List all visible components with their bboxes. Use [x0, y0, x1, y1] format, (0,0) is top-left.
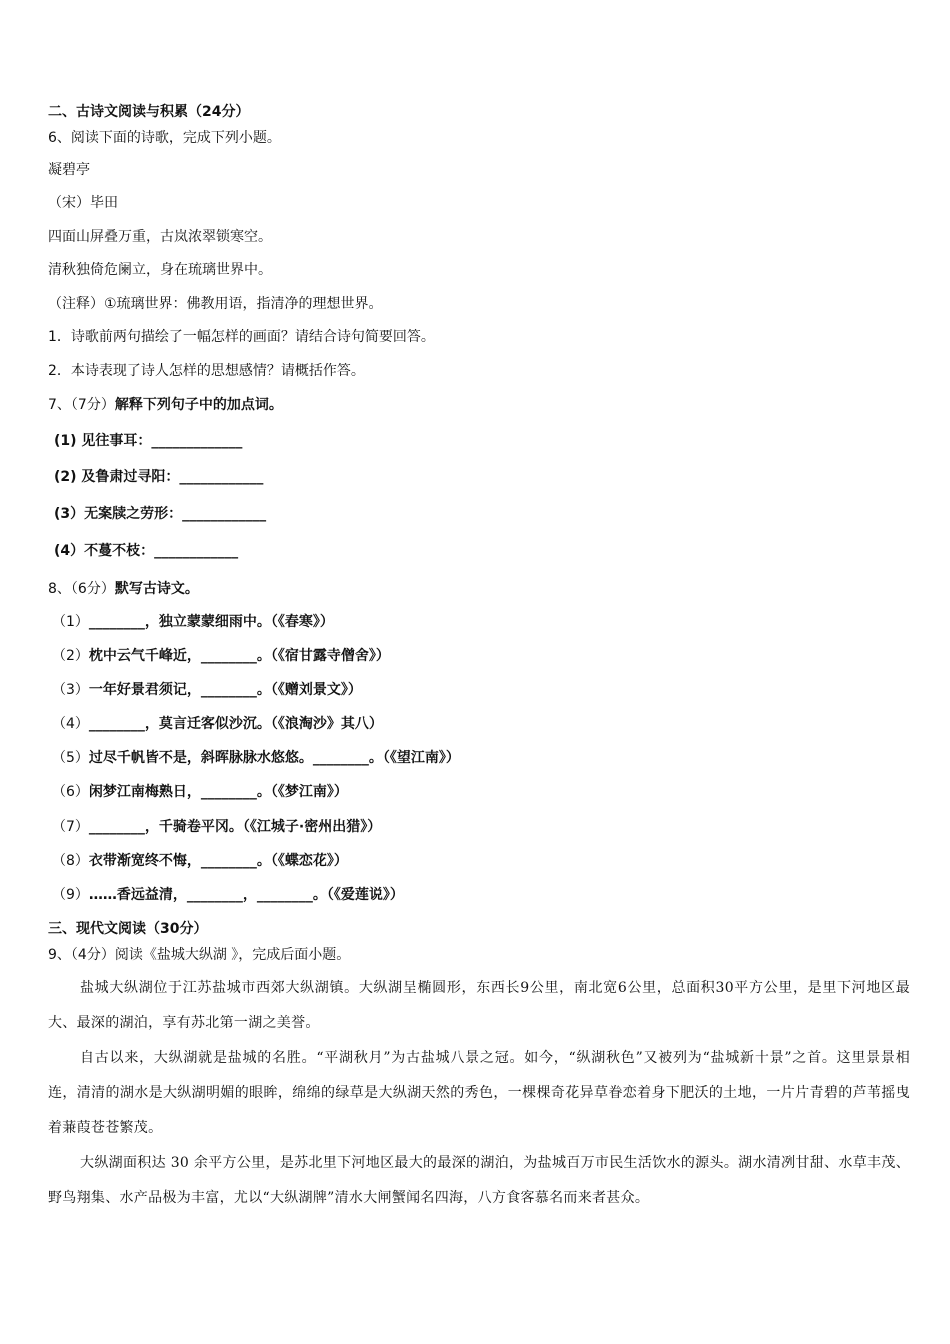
q8-item-text: 一年好景君须记，________。（《赠刘景文》）	[88, 682, 362, 698]
q8-item	[52, 612, 334, 632]
poem-author: （宋）毕田	[48, 195, 118, 211]
q8-item-text: 枕中云气千峰近，________。（《宿甘露寺僧舍》）	[88, 648, 390, 664]
q7-item: (2) 及鲁肃过寻阳：____________	[54, 469, 264, 485]
q8-item	[52, 885, 404, 905]
q8-prefix: 8、（6分）	[48, 581, 115, 597]
q8-item-text: ________，千骑卷平冈。（《江城子·密州出猎》）	[88, 819, 382, 835]
article-paragraph: 盐城大纵湖位于江苏盐城市西郊大纵湖镇。大纵湖呈椭圆形，东西长9公里，南北宽6公里，总面积30平方公里，是里下河地区最大、最深的湖泊，享有苏北第一湖之美誉。	[48, 980, 910, 1031]
q7-heading	[48, 395, 283, 415]
section-3-heading: 三、现代文阅读（30分）	[48, 921, 208, 937]
poem-title: 凝碧亭	[48, 162, 90, 178]
q8-item	[52, 851, 348, 871]
q8-heading	[48, 579, 199, 599]
q6-sub-question-1: 1．诗歌前两句描绘了一幅怎样的画面？请结合诗句简要回答。	[48, 329, 435, 345]
poem-line-1: 四面山屏叠万重，古岚浓翠锁寒空。	[48, 229, 272, 245]
q8-item	[52, 817, 381, 837]
q8-item-text: ________，莫言迁客似沙沉。（《浪淘沙》其八）	[88, 716, 383, 732]
q8-item-number: （5）	[52, 750, 89, 766]
q9-prompt: 9、（4分）阅读《盐城大纵湖 》，完成后面小题。	[48, 947, 351, 963]
q8-item-number: （3）	[52, 682, 89, 698]
q7-prefix: 7、（7分）	[48, 397, 115, 413]
q8-item-text: 衣带渐宽终不悔，________。（《蝶恋花》）	[88, 853, 348, 869]
article-paragraph: 大纵湖面积达 30 余平方公里，是苏北里下河地区最大的最深的湖泊，为盐城百万市民生活饮水的源头。湖水清冽甘甜、水草丰茂、野鸟翔集、水产品极为丰富，尤以“大纵湖牌”清水大闸蟹闻名四海，八方食客慕名而来者甚众。	[48, 1155, 910, 1206]
q8-item	[52, 646, 390, 666]
q8-item-number: （2）	[52, 648, 89, 664]
poem-note: （注释）①琉璃世界：佛教用语，指清净的理想世界。	[48, 296, 383, 312]
q8-item-number: （4）	[52, 716, 89, 732]
q8-item	[52, 680, 362, 700]
q8-item-number: （6）	[52, 784, 89, 800]
q6-sub-question-2: 2．本诗表现了诗人怎样的思想感情？请概括作答。	[48, 363, 365, 379]
poem-line-2: 清秋独倚危阑立，身在琉璃世界中。	[48, 262, 272, 278]
q8-item-number: （1）	[52, 614, 89, 630]
q8-item-number: （9）	[52, 887, 89, 903]
section-2-heading: 二、古诗文阅读与积累（24分）	[48, 104, 250, 120]
q8-item-text: 闲梦江南梅熟日，________。（《梦江南》）	[88, 784, 348, 800]
q7-item: (3）无案牍之劳形：____________	[54, 506, 267, 522]
q8-item	[52, 714, 383, 734]
q8-item	[52, 782, 348, 802]
q8-item-text: ……香远益清，________，________。（《爱莲说》）	[88, 887, 404, 903]
q7-item: (1) 见往事耳：_____________	[54, 433, 243, 449]
q7-title: 解释下列句子中的加点词。	[114, 397, 283, 413]
q8-title: 默写古诗文。	[114, 581, 199, 597]
q8-item	[52, 748, 460, 768]
q8-item-text: ________，独立蒙蒙细雨中。（《春寒》）	[88, 614, 334, 630]
q8-item-number: （8）	[52, 853, 89, 869]
q8-item-number: （7）	[52, 819, 89, 835]
q7-item: (4）不蔓不枝：____________	[54, 543, 239, 559]
q8-item-text: 过尽千帆皆不是，斜晖脉脉水悠悠。________。（《望江南》）	[88, 750, 460, 766]
q6-prompt: 6、阅读下面的诗歌，完成下列小题。	[48, 130, 281, 146]
article-paragraph: 自古以来，大纵湖就是盐城的名胜。“平湖秋月”为古盐城八景之冠。如今，“纵湖秋色”又被列为“盐城新十景”之首。这里景景相连，清清的湖水是大纵湖明媚的眼眸，绵绵的绿草是大纵湖天然的秀色，一棵棵奇花异草眷恋着身下肥沃的土地，一片片青碧的芦苇摇曳着蒹葭苍苍繁茂。	[48, 1050, 910, 1136]
